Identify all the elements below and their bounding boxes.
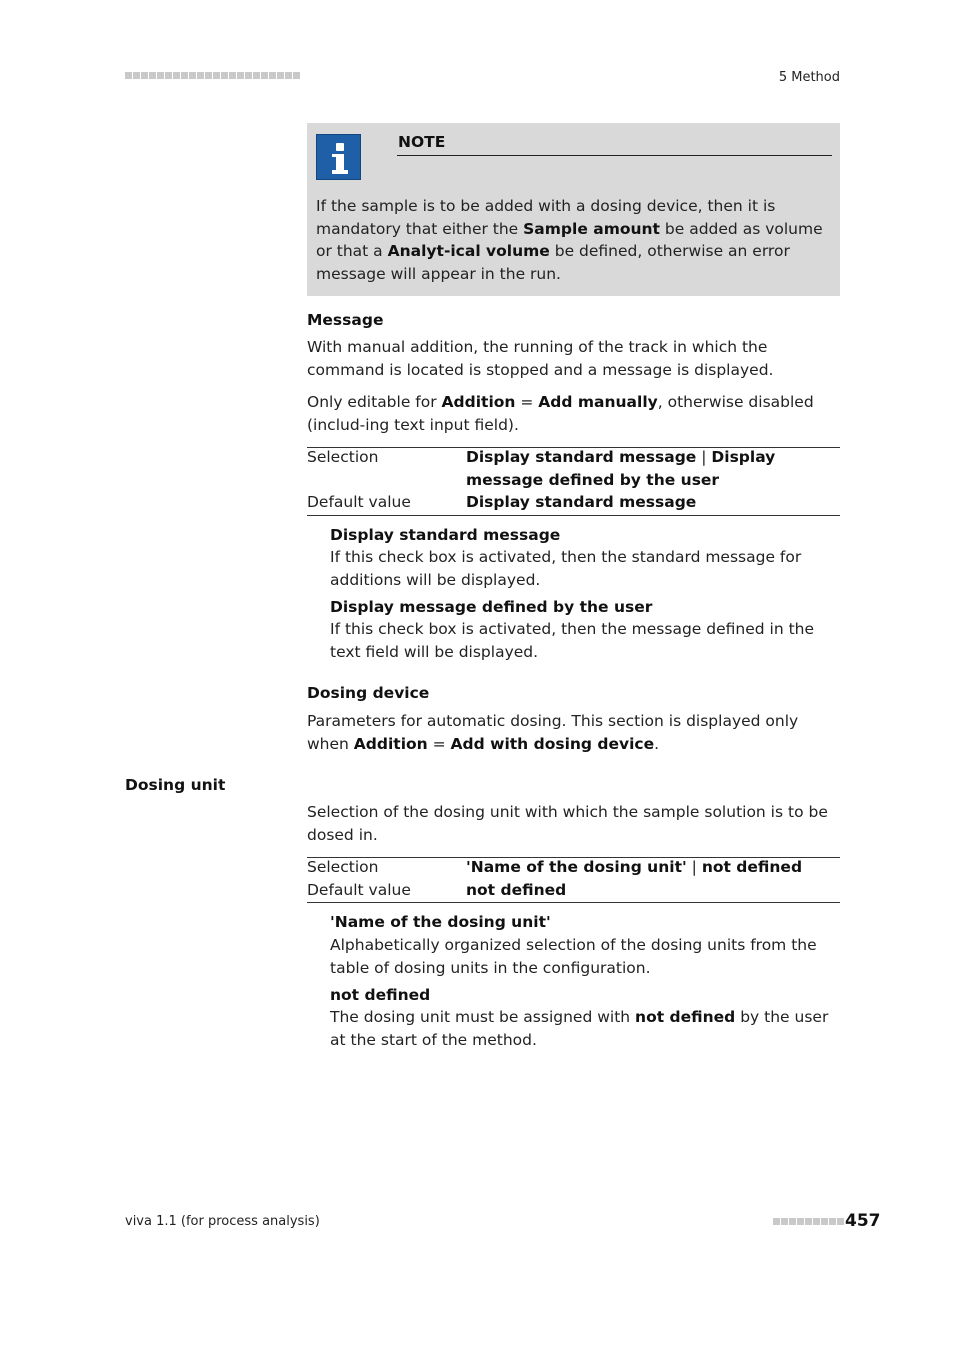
table-row xyxy=(307,856,840,879)
selection-label: Selection xyxy=(307,448,379,466)
definition-term: not defined xyxy=(330,986,431,1004)
selection-value: Display standard message | Display message defined by the user xyxy=(466,448,776,489)
message-editable-note: Only editable for Addition = Add manually, otherwise disabled (includ-ing text input field). xyxy=(307,393,814,434)
section-heading-dosing-device: Dosing device xyxy=(307,684,430,702)
table-row xyxy=(307,879,840,902)
selection-value: 'Name of the dosing unit' | not defined xyxy=(466,858,803,876)
definition-text: The dosing unit must be assigned with not defined by the user at the start of the method. xyxy=(330,1008,829,1049)
default-value: not defined xyxy=(466,880,567,899)
definition-text: Alphabetically organized selection of the dosing units from the table of dosing units in the configuration. xyxy=(330,936,817,977)
header-decoration xyxy=(125,72,300,79)
table-row xyxy=(307,446,840,491)
dosing-unit-parameter-table xyxy=(307,856,840,901)
message-description: With manual addition, the running of the track in which the command is located is stopped and a message is displayed. xyxy=(307,338,774,379)
info-icon xyxy=(316,134,361,180)
definition-term: Display message defined by the user xyxy=(330,598,653,616)
definition-term: 'Name of the dosing unit' xyxy=(330,913,551,931)
parameter-label-dosing-unit: Dosing unit xyxy=(125,776,226,794)
chapter-title: 5 Method xyxy=(778,70,840,85)
footer-decoration xyxy=(773,1218,844,1225)
default-label: Default value xyxy=(307,880,411,899)
default-label: Default value xyxy=(307,493,411,511)
table-rule xyxy=(307,902,840,903)
document-title: viva 1.1 (for process analysis) xyxy=(125,1214,320,1229)
table-row xyxy=(307,491,840,514)
page-number: 457 xyxy=(845,1211,881,1231)
message-parameter-table xyxy=(307,446,840,514)
dosing-unit-description: Selection of the dosing unit with which the sample solution is to be dosed in. xyxy=(307,803,828,844)
definition-text: If this check box is activated, then the standard message for additions will be displayed. xyxy=(330,548,802,589)
section-heading-message: Message xyxy=(307,311,384,329)
table-rule xyxy=(307,515,840,516)
selection-label: Selection xyxy=(307,858,379,876)
definition-term: Display standard message xyxy=(330,526,561,544)
dosing-device-description: Parameters for automatic dosing. This section is displayed only when Addition = Add with dosing device. xyxy=(307,712,799,753)
note-title: NOTE xyxy=(398,133,446,151)
note-divider xyxy=(397,155,832,156)
definition-text: If this check box is activated, then the message defined in the text field will be displayed. xyxy=(330,620,815,661)
note-text: If the sample is to be added with a dosing device, then it is mandatory that either the Sample amount be added as volume or that a Analyt-ical volume be defined, otherwise an error message will appear in the run. xyxy=(316,197,823,283)
default-value: Display standard message xyxy=(466,493,697,511)
